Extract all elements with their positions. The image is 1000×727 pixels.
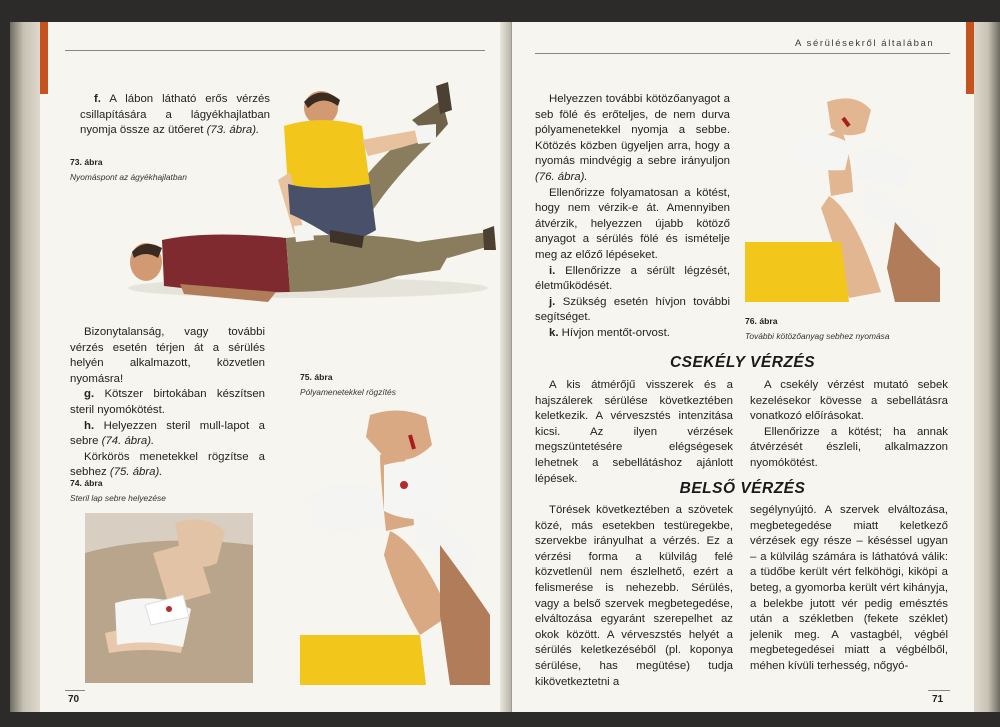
- minor-bleeding-col1: [535, 378, 733, 487]
- left-header-rule: [65, 50, 485, 51]
- item-h-text: Helyezzen steril mull-lapot a sebre: [70, 419, 265, 448]
- para-circular-ref: (75. ábra).: [109, 466, 163, 479]
- minor-bleeding-col2-p1: A csekély vérzést mutató sebek kezelésekor kövesse a sebellátásra vonatkozó előírásokat.: [750, 379, 948, 423]
- para-check: Ellenőrizze folyamatosan a kötést, hogy nem vérzik-e át. Amennyiben átvérzik, helyezzen újabb kötöző anyagot a sérülés fölé és ismételje meg az előző lépéseket.: [535, 186, 730, 261]
- item-k-text: Hívjon mentőt-orvost.: [561, 326, 670, 339]
- right-page-number: 71: [932, 694, 944, 705]
- item-f-text: A lábon látható erős vérzés csillapítására a lágyékhajlatban nyomja össze az ütőeret: [80, 93, 270, 137]
- fig74-photo: [85, 513, 253, 683]
- item-j-text: Szükség esetén hívjon további segítséget.: [535, 295, 730, 324]
- item-f-letter: f.: [94, 93, 101, 105]
- item-g-letter: g.: [84, 388, 95, 401]
- section-title-minor-bleeding: CSEKÉLY VÉRZÉS: [669, 354, 816, 371]
- right-running-head: A sérülésekről általában: [795, 38, 935, 49]
- fig75-caption: Pólyamenetekkel rögzítés: [300, 387, 396, 397]
- para-more-ref: (76. ábra).: [535, 170, 588, 183]
- left-page-number: 70: [68, 694, 80, 705]
- item-j-letter: j.: [549, 295, 556, 308]
- item-i-text: Ellenőrizze a sérült légzését, életműködését.: [535, 264, 730, 293]
- fig74-label: 74. ábra: [70, 478, 103, 488]
- item-g-text: Kötszer birtokában készítsen steril nyomókötést.: [70, 388, 265, 416]
- para-uncertain: Bizonytalanság, vagy további vérzés esetén térjen át a sérülés helyén alkalmazott, közvetlen nyomásra!: [70, 326, 265, 385]
- left-thumb-tab: [40, 22, 48, 94]
- right-header-rule: [535, 53, 950, 54]
- right-text-block: [535, 92, 730, 342]
- para-circular-text: Körkörös menetekkel rögzítse a sebhez: [70, 450, 265, 479]
- fig74-caption: Steril lap sebre helyezése: [70, 493, 166, 503]
- item-k-letter: k.: [549, 326, 559, 339]
- right-page-edges: [970, 22, 1000, 712]
- para-more-text: Helyezzen további kötözőanyagot a seb fölé és erőteljes, de nem durva pólyamenetekkel nyomja a sebbe. Kötözés közben ügyeljen arra, hogy a nyomás mindvégig a sebre irányuljon: [535, 93, 730, 168]
- section-title-internal-bleeding: BELSŐ VÉRZÉS: [679, 480, 806, 497]
- right-footer-rule: [928, 690, 950, 691]
- minor-bleeding-col2-p2: Ellenőrizze a kötést; ha annak átvérzését észleli, alkalmazzon nyomókötést.: [750, 425, 948, 469]
- internal-bleeding-col1: [535, 503, 733, 690]
- item-h-letter: h.: [84, 419, 95, 432]
- fig73-caption: Nyomáspont az ágyékhajlatban: [70, 172, 187, 182]
- internal-bleeding-col1-text: Törések következtében a szövetek közé, más esetekben testüregekbe, szervekbe irányulhat a vérzés. Ez a vérzési forma a külvilág felé közvetlenül nem észlelhető, ezért a felismerése is nehezebb. Sérülés, vagy a belső szervek megbetegedése, elváltozása egyaránt szerepelhet az okok között. A vérveszstés helyét a sérülés keletkezéséből (pl. koponya sérülése, has megütése) tudja kikövetkeztetni a: [535, 504, 733, 688]
- left-footer-rule: [65, 690, 85, 691]
- minor-bleeding-col2: [750, 378, 948, 472]
- minor-bleeding-col1-text: A kis átmérőjű visszerek és a hajszálerek sérülése következtében keletkezik. A vérveszstés intenzitása kicsi. Az ilyen vérzések megszüntetésére elégségesek lehetnek a sebellátáshoz ajánlott lépések.: [535, 379, 733, 485]
- right-thumb-tab: [966, 22, 974, 94]
- item-h-ref: (74. ábra).: [101, 435, 155, 448]
- internal-bleeding-col2: [750, 503, 948, 675]
- item-f-ref: (73. ábra).: [206, 124, 260, 137]
- left-text-block: [70, 325, 265, 481]
- fig76-photo: [745, 92, 940, 302]
- fig75-label: 75. ábra: [300, 372, 333, 382]
- left-page-edges: [10, 22, 44, 712]
- fig75-photo: [300, 405, 490, 685]
- item-i-letter: i.: [549, 264, 556, 277]
- fig76-label: 76. ábra: [745, 316, 778, 326]
- internal-bleeding-col2-text: segélynyújtó. A szervek elváltozása, megbetegedése miatt keletkező vérzések egy része – késéssel ugyan – a külvilág számára is láthatóvá válik: a tüdőbe került vért felköhögi, kiköpi a beteg, a gyomorba került vért kihányja, a belekbe jutott vér pedig emésztés után a székletben (fekete széklet) jelenik meg. A vastagbél, végbél megbetegedései miatt a végbélből, méhen kívüli terhesség, nőgyó-: [750, 504, 948, 672]
- fig73-photo: [118, 80, 498, 305]
- fig76-caption: További kötözőanyag sebhez nyomása: [745, 331, 890, 341]
- fig73-label: 73. ábra: [70, 157, 103, 167]
